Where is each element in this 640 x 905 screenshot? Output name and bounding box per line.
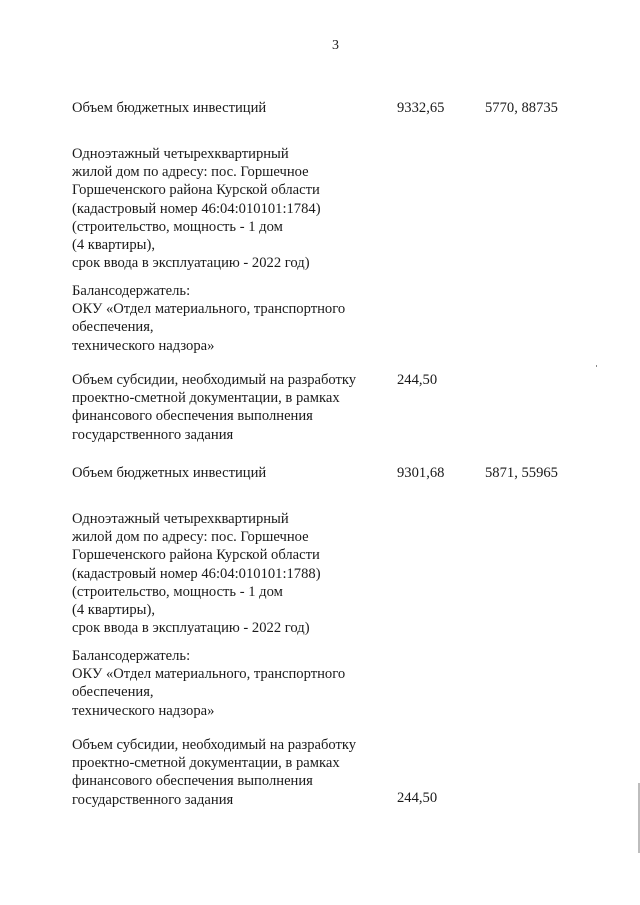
object-line: Одноэтажный четырехквартирный xyxy=(72,146,289,162)
subsidy-value: 244,50 xyxy=(397,372,438,388)
holder-line: ОКУ «Отдел материального, транспортного xyxy=(72,666,346,683)
holder-line: обеспечения, xyxy=(72,319,154,336)
scan-speck xyxy=(596,365,597,367)
subsidy-line: государственного задания xyxy=(72,791,234,808)
object-line: (кадастровый номер 46:04:010101:1784) xyxy=(72,200,321,217)
subsidy-block-2 xyxy=(72,736,402,809)
subsidy-line: финансового обеспечения выполнения xyxy=(72,408,313,425)
investment-label: Объем бюджетных инвестиций xyxy=(72,465,267,481)
subsidy-line: государственного задания xyxy=(72,426,234,443)
subsidy-line: Объем субсидии, необходимый на разработку xyxy=(72,372,357,388)
holder-line: ОКУ «Отдел материального, транспортного xyxy=(72,301,346,318)
subsidy-line: финансового обеспечения выполнения xyxy=(72,773,313,790)
investment-value-1: 9332,65 xyxy=(397,100,445,116)
object-line: Горшеченского района Курской области xyxy=(72,547,320,564)
holder-line: Балансодержатель: xyxy=(72,648,191,664)
object-line: жилой дом по адресу: пос. Горшечное xyxy=(72,164,309,181)
page-number: 3 xyxy=(332,38,339,53)
investment-value-2: 5871, 55965 xyxy=(485,465,558,481)
object-line: Одноэтажный четырехквартирный xyxy=(72,511,289,527)
object-line: (4 квартиры), xyxy=(72,602,155,619)
object-description-2 xyxy=(72,510,402,637)
object-line: (строительство, мощность - 1 дом xyxy=(72,218,283,235)
balance-holder-2 xyxy=(72,647,402,720)
object-line: срок ввода в эксплуатацию - 2022 год) xyxy=(72,255,310,272)
object-line: жилой дом по адресу: пос. Горшечное xyxy=(72,529,309,546)
subsidy-line: Объем субсидии, необходимый на разработку xyxy=(72,737,357,753)
subsidy-value: 244,50 xyxy=(397,790,438,806)
subsidy-block-1 xyxy=(72,371,402,444)
holder-line: Балансодержатель: xyxy=(72,283,191,299)
investment-value-2: 5770, 88735 xyxy=(485,100,558,116)
subsidy-line: проектно-сметной документации, в рамках xyxy=(72,755,340,772)
object-line: Горшеченского района Курской области xyxy=(72,182,320,199)
object-description-1 xyxy=(72,145,402,272)
holder-line: технического надзора» xyxy=(72,702,215,719)
object-line: срок ввода в эксплуатацию - 2022 год) xyxy=(72,620,310,637)
object-line: (4 квартиры), xyxy=(72,237,155,254)
object-line: (кадастровый номер 46:04:010101:1788) xyxy=(72,565,321,582)
object-line: (строительство, мощность - 1 дом xyxy=(72,583,283,600)
investment-value-1: 9301,68 xyxy=(397,465,445,481)
holder-line: обеспечения, xyxy=(72,684,154,701)
balance-holder-1 xyxy=(72,282,402,355)
subsidy-line: проектно-сметной документации, в рамках xyxy=(72,390,340,407)
investment-label: Объем бюджетных инвестиций xyxy=(72,100,267,116)
holder-line: технического надзора» xyxy=(72,337,215,354)
